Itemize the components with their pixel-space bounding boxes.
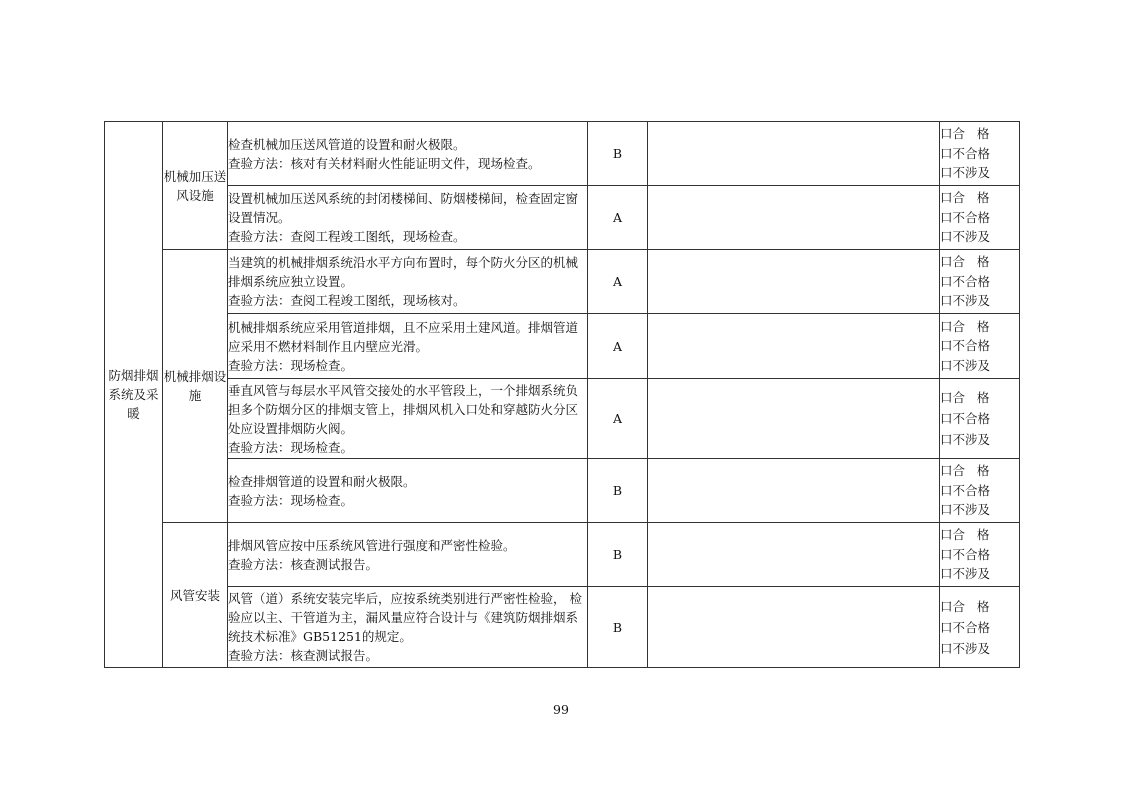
result-option-na[interactable]: 口不涉及: [940, 165, 991, 181]
result-option-pass[interactable]: 口合 格: [940, 190, 990, 206]
group-label: 风管安装: [169, 587, 220, 603]
group-label: 机械排烟设施: [163, 369, 227, 403]
note-cell[interactable]: [648, 587, 940, 668]
requirement-cell: 设置机械加压送风系统的封闭楼梯间、防烟楼梯间，检查固定窗设置情况。 查验方法：查阅工程竣工图纸，现场检查。: [228, 186, 588, 250]
result-cell[interactable]: [940, 459, 1020, 523]
result-option-na[interactable]: 口不涉及: [940, 432, 991, 447]
result-cell[interactable]: [940, 523, 1020, 587]
result-option-pass[interactable]: 口合 格: [940, 527, 990, 543]
level-cell: A: [588, 250, 648, 314]
result-option-na[interactable]: 口不涉及: [940, 502, 991, 518]
result-option-fail[interactable]: 口不合格: [940, 145, 991, 161]
result-option-na[interactable]: 口不涉及: [940, 357, 991, 373]
requirement-cell: 当建筑的机械排烟系统沿水平方向布置时，每个防火分区的机械排烟系统应独立设置。 查验方法：查阅工程竣工图纸，现场核对。: [228, 250, 588, 314]
result-option-pass[interactable]: 口合 格: [940, 126, 990, 142]
requirement-cell: 检查机械加压送风管道的设置和耐火极限。 查验方法：核对有关材料耐火性能证明文件，现场检查。: [228, 122, 588, 186]
requirement-cell: 检查排烟管道的设置和耐火极限。 查验方法：现场检查。: [228, 459, 588, 523]
result-cell[interactable]: [940, 379, 1020, 459]
result-cell[interactable]: [940, 587, 1020, 668]
result-option-fail[interactable]: 口不合格: [940, 273, 991, 289]
result-cell[interactable]: [940, 250, 1020, 314]
result-cell[interactable]: [940, 186, 1020, 250]
result-option-fail[interactable]: 口不合格: [940, 338, 991, 354]
level-cell: B: [588, 523, 648, 587]
result-option-na[interactable]: 口不涉及: [940, 566, 991, 582]
requirement-cell: 垂直风管与每层水平风管交接处的水平管段上，一个排烟系统负担多个防烟分区的排烟支管上，排烟风机入口处和穿越防火分区处应设置排烟防火阀。 查验方法：现场检查。: [228, 379, 588, 459]
level-cell: A: [588, 186, 648, 250]
group-cell: [163, 122, 228, 250]
note-cell[interactable]: [648, 379, 940, 459]
requirement-cell: 排烟风管应按中压系统风管进行强度和严密性检验。 查验方法：核查测试报告。: [228, 523, 588, 587]
group-label: 机械加压送风设施: [163, 168, 227, 203]
result-cell[interactable]: [940, 122, 1020, 186]
level-cell: B: [588, 122, 648, 186]
note-cell[interactable]: [648, 122, 940, 186]
category-cell: [105, 122, 163, 668]
result-option-pass[interactable]: 口合 格: [940, 390, 990, 405]
result-option-pass[interactable]: 口合 格: [940, 318, 990, 334]
level-cell: A: [588, 379, 648, 459]
note-cell[interactable]: [648, 186, 940, 250]
note-cell[interactable]: [648, 523, 940, 587]
inspection-table: [104, 121, 1020, 668]
result-option-fail[interactable]: 口不合格: [940, 546, 991, 562]
group-cell: [163, 250, 228, 523]
result-option-pass[interactable]: 口合 格: [940, 463, 990, 479]
group-cell: [163, 523, 228, 668]
result-option-fail[interactable]: 口不合格: [940, 411, 991, 426]
page-number: 99: [553, 702, 569, 717]
result-cell[interactable]: [940, 314, 1020, 379]
level-cell: B: [588, 587, 648, 668]
result-option-na[interactable]: 口不涉及: [940, 293, 991, 309]
level-cell: A: [588, 314, 648, 379]
category-label: 防烟排烟系统及采暖: [108, 368, 159, 421]
result-option-pass[interactable]: 口合 格: [940, 254, 990, 270]
requirement-cell: 机械排烟系统应采用管道排烟，且不应采用土建风道。排烟管道应采用不燃材料制作且内壁应光滑。 查验方法：现场检查。: [228, 314, 588, 379]
result-option-na[interactable]: 口不涉及: [940, 640, 991, 656]
note-cell[interactable]: [648, 459, 940, 523]
result-option-fail[interactable]: 口不合格: [940, 209, 991, 225]
level-cell: B: [588, 459, 648, 523]
result-option-na[interactable]: 口不涉及: [940, 229, 991, 245]
requirement-cell: 风管（道）系统安装完毕后，应按系统类别进行严密性检验， 检验应以主、干管道为主，漏风量应符合设计与《建筑防烟排烟系统技术标准》GB51251的规定。 查验方法：核查测试报告。: [228, 587, 588, 668]
result-option-fail[interactable]: 口不合格: [940, 482, 991, 498]
result-option-pass[interactable]: 口合 格: [940, 598, 990, 614]
note-cell[interactable]: [648, 250, 940, 314]
result-option-fail[interactable]: 口不合格: [940, 619, 991, 635]
note-cell[interactable]: [648, 314, 940, 379]
